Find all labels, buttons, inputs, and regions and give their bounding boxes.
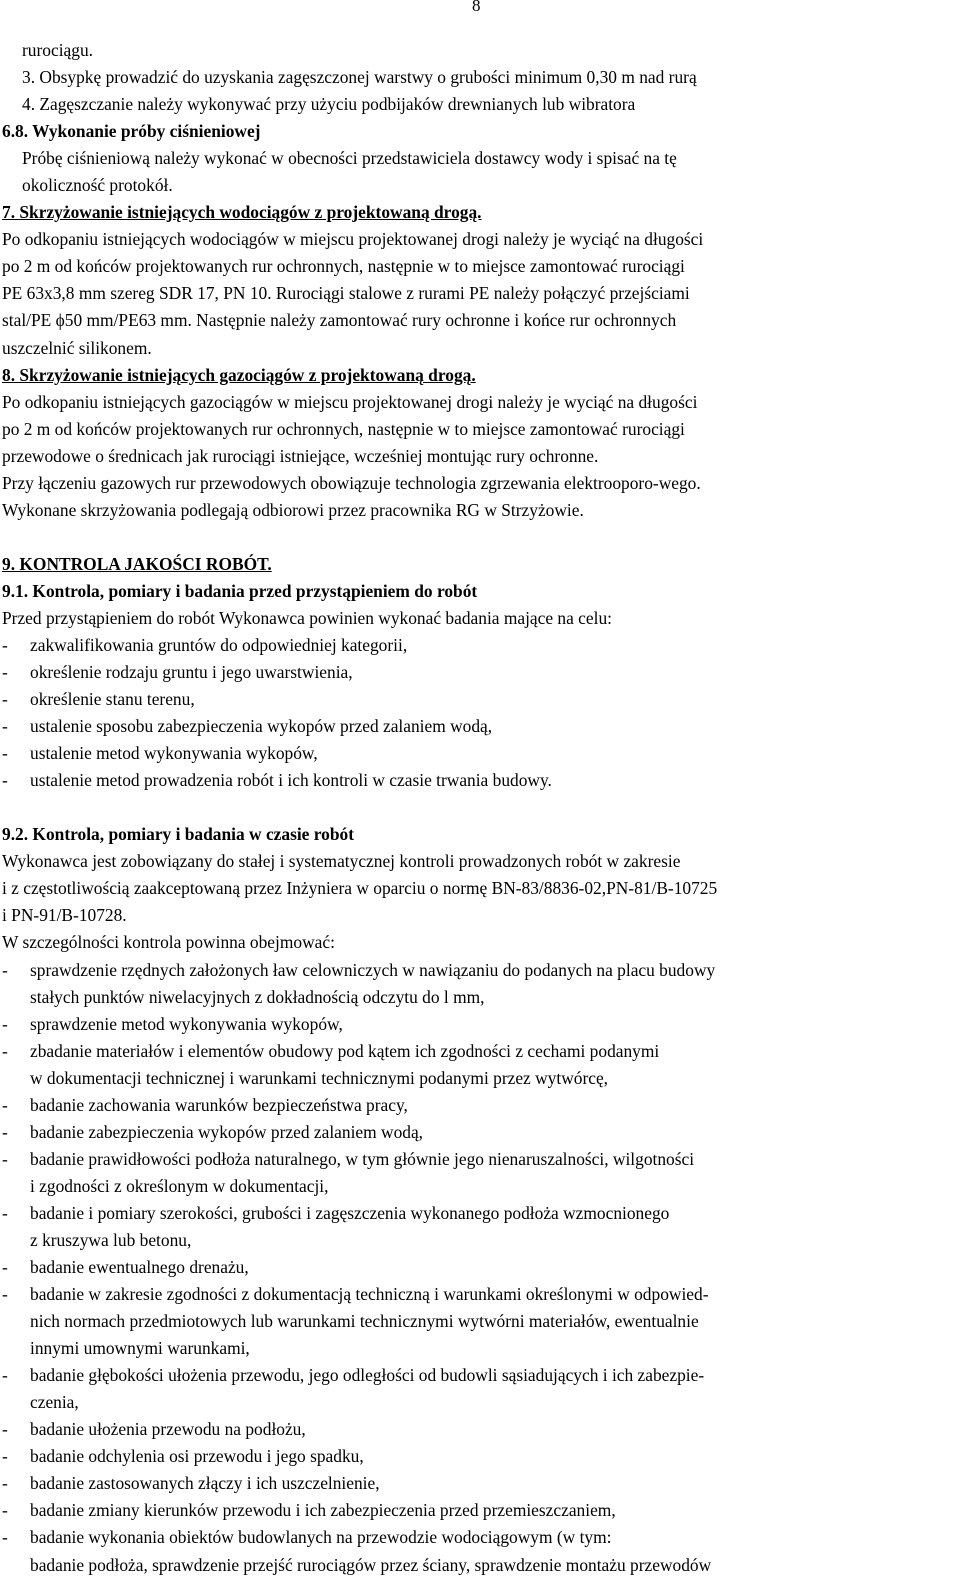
list-dash: - [2, 770, 8, 791]
list-item [2, 1119, 952, 1146]
list-item-text: ustalenie metod prowadzenia robót i ich kontroli w czasie trwania budowy. [30, 770, 552, 791]
list-dash: - [2, 1148, 8, 1169]
list-item [2, 1173, 952, 1200]
list-item-text: badanie i pomiary szerokości, grubości i zagęszczenia wykonanego podłoża wzmocnionego [30, 1202, 670, 1223]
list-dash: - [2, 1527, 8, 1548]
list-item-text: stałych punktów niwelacyjnych z dokładnością odczytu do l mm, [30, 986, 485, 1007]
list-9-1 [2, 632, 952, 794]
list-item-text: badanie głębokości ułożenia przewodu, jego odległości od budowli sąsiadujących i ich zabezpie- [30, 1365, 705, 1386]
text-line: przewodowe o średnicach jak rurociągi istniejące, wcześniej montując rury ochronne. [2, 445, 599, 466]
list-item [2, 1281, 952, 1308]
list-item-text: badanie zmiany kierunków przewodu i ich zabezpieczenia przed przemieszczaniem, [30, 1500, 616, 1521]
list-dash: - [2, 1500, 8, 1521]
list-dash: - [2, 1365, 8, 1386]
list-dash: - [2, 716, 8, 737]
list-dash [2, 1227, 30, 1254]
list-item [2, 632, 952, 659]
list-item [2, 686, 952, 713]
list-item-text: badanie prawidłowości podłoża naturalnego, w tym głównie jego nienaruszalności, wilgotności [30, 1148, 695, 1169]
list-item-text: badanie podłoża, sprawdzenie przejść rurociągów przez ściany, sprawdzenie montażu przewodów [30, 1554, 712, 1575]
text-line: rurociągu. [22, 40, 93, 60]
list-item [2, 1497, 952, 1524]
list-dash [2, 1065, 30, 1092]
list-item-text: sprawdzenie metod wykonywania wykopów, [30, 1013, 343, 1034]
text-line: PE 63x3,8 mm szereg SDR 17, PN 10. Rurociągi stalowe z rurami PE należy połączyć przejściami [2, 283, 690, 304]
list-item-text: badanie ewentualnego drenażu, [30, 1257, 249, 1278]
list-item [2, 1038, 952, 1065]
list-item-text: badanie w zakresie zgodności z dokumentacją techniczną i warunkami określonymi w odpowied- [30, 1284, 709, 1305]
list-item [2, 1416, 952, 1443]
list-item-text: określenie stanu terenu, [30, 689, 195, 710]
text-line: W szczególności kontrola powinna obejmować: [2, 932, 335, 953]
text-line: Próbę ciśnieniową należy wykonać w obecności przedstawiciela dostawcy wody i spisać na tę [22, 148, 677, 169]
list-item-text: badanie ułożenia przewodu na podłożu, [30, 1419, 306, 1440]
list-dash: - [2, 1419, 8, 1440]
list-dash [2, 1308, 30, 1335]
list-dash: - [2, 1202, 8, 1223]
list-item-text: badanie zastosowanych złączy i ich uszczelnienie, [30, 1473, 380, 1494]
list-item-text: ustalenie metod wykonywania wykopów, [30, 743, 318, 764]
list-item [2, 1308, 952, 1335]
list-item [2, 1254, 952, 1281]
list-item [2, 1552, 952, 1579]
list-dash: - [2, 634, 8, 655]
list-item [2, 957, 952, 984]
list-item [2, 1389, 952, 1416]
list-item-text: sprawdzenie rzędnych założonych ław celowniczych w nawiązaniu do podanych na placu budowy [30, 959, 716, 980]
list-dash: - [2, 662, 8, 683]
list-item [2, 1362, 952, 1389]
list-item-text: zbadanie materiałów i elementów obudowy pod kątem ich zgodności z cechami podanymi [30, 1040, 660, 1061]
list-item-text: nich normach przedmiotowych lub warunkami technicznymi wytwórni materiałów, ewentualnie [30, 1311, 699, 1332]
document-body [2, 37, 952, 1579]
list-item-text: ustalenie sposobu zabezpieczenia wykopów przed zalaniem wodą, [30, 716, 493, 737]
text-line: 3. Obsypkę prowadzić do uzyskania zagęszczonej warstwy o grubości minimum 0,30 m nad rurą [22, 67, 697, 88]
list-item-text: innymi umownymi warunkami, [30, 1338, 250, 1359]
text-line: Przy łączeniu gazowych rur przewodowych obowiązuje technologia zgrzewania elektrooporo-wego. [2, 472, 701, 493]
list-dash: - [2, 1284, 8, 1305]
section-9-2-heading: 9.2. Kontrola, pomiary i badania w czasie robót [2, 824, 355, 845]
page-number: 8 [472, 0, 481, 15]
text-line: Wykonawca jest zobowiązany do stałej i systematycznej kontroli prowadzonych robót w zakresie [2, 851, 681, 872]
list-dash [2, 1552, 30, 1579]
spacer [2, 794, 952, 821]
list-dash [2, 1389, 30, 1416]
list-dash: - [2, 1094, 8, 1115]
list-dash [2, 1173, 30, 1200]
list-dash: - [2, 1040, 8, 1061]
list-item [2, 984, 952, 1011]
list-dash: - [2, 689, 8, 710]
text-line: Wykonane skrzyżowania podlegają odbiorowi przez pracownika RG w Strzyżowie. [2, 499, 584, 520]
list-item-text: czenia, [30, 1392, 79, 1413]
list-dash [2, 984, 30, 1011]
section-9-1-heading: 9.1. Kontrola, pomiary i badania przed przystąpieniem do robót [2, 580, 478, 601]
list-item [2, 713, 952, 740]
list-dash: - [2, 959, 8, 980]
list-item-text: badanie zachowania warunków bezpieczeństwa pracy, [30, 1094, 408, 1115]
section-6-8-heading: 6.8. Wykonanie próby ciśnieniowej [2, 121, 261, 142]
list-item-text: badanie zabezpieczenia wykopów przed zalaniem wodą, [30, 1121, 424, 1142]
section-9-heading: 9. KONTROLA JAKOŚCI ROBÓT. [2, 553, 272, 574]
text-line: Po odkopaniu istniejących gazociągów w miejscu projektowanej drogi należy je wyciąć na długości [2, 391, 698, 412]
list-item [2, 659, 952, 686]
section-7-heading: 7. Skrzyżowanie istniejących wodociągów z projektowaną drogą. [2, 202, 482, 223]
list-item-text: określenie rodzaju gruntu i jego uwarstwienia, [30, 662, 353, 683]
list-item [2, 1524, 952, 1551]
text-line: stal/PE ϕ50 mm/PE63 mm. Następnie należy zamontować rury ochronne i końce rur ochronnych [2, 310, 677, 331]
list-item-text: badanie odchylenia osi przewodu i jego spadku, [30, 1446, 364, 1467]
list-item [2, 1092, 952, 1119]
list-item-text: z kruszywa lub betonu, [30, 1229, 192, 1250]
list-item [2, 1227, 952, 1254]
list-item [2, 1011, 952, 1038]
section-8-heading: 8. Skrzyżowanie istniejących gazociągów z projektowaną drogą. [2, 364, 476, 385]
list-item-text: i zgodności z określonym w dokumentacji, [30, 1175, 329, 1196]
list-item [2, 1146, 952, 1173]
text-line: uszczelnić silikonem. [2, 337, 152, 358]
list-dash: - [2, 1257, 8, 1278]
text-line: okoliczność protokół. [22, 175, 173, 196]
list-dash: - [2, 1473, 8, 1494]
list-item-text: badanie wykonania obiektów budowlanych na przewodzie wodociągowym (w tym: [30, 1527, 612, 1548]
text-line: i PN-91/B-10728. [2, 905, 127, 926]
text-line: po 2 m od końców projektowanych rur ochronnych, następnie w to miejsce zamontować rurociągi [2, 418, 685, 439]
spacer [2, 524, 952, 551]
list-dash: - [2, 1446, 8, 1467]
list-item-text: zakwalifikowania gruntów do odpowiedniej kategorii, [30, 634, 408, 655]
list-item [2, 1470, 952, 1497]
text-line: Przed przystąpieniem do robót Wykonawca powinien wykonać badania mające na celu: [2, 607, 612, 628]
list-dash: - [2, 743, 8, 764]
text-line: po 2 m od końców projektowanych rur ochronnych, następnie w to miejsce zamontować rurociągi [2, 256, 685, 277]
list-item [2, 1200, 952, 1227]
list-item-text: w dokumentacji technicznej i warunkami technicznymi podanymi przez wytwórcę, [30, 1067, 609, 1088]
list-item [2, 767, 952, 794]
list-item [2, 1065, 952, 1092]
text-line: i z częstotliwością zaakceptowaną przez Inżyniera w oparciu o normę BN-83/8836-02,PN-81/B-10725 [2, 878, 718, 899]
list-dash [2, 1335, 30, 1362]
text-line: 4. Zagęszczanie należy wykonywać przy użyciu podbijaków drewnianych lub wibratora [22, 94, 636, 115]
list-dash: - [2, 1013, 8, 1034]
list-9-2 [2, 957, 952, 1579]
list-item [2, 1443, 952, 1470]
list-item [2, 1335, 952, 1362]
list-item [2, 740, 952, 767]
text-line: Po odkopaniu istniejących wodociągów w miejscu projektowanej drogi należy je wyciąć na długości [2, 229, 704, 250]
list-dash: - [2, 1121, 8, 1142]
